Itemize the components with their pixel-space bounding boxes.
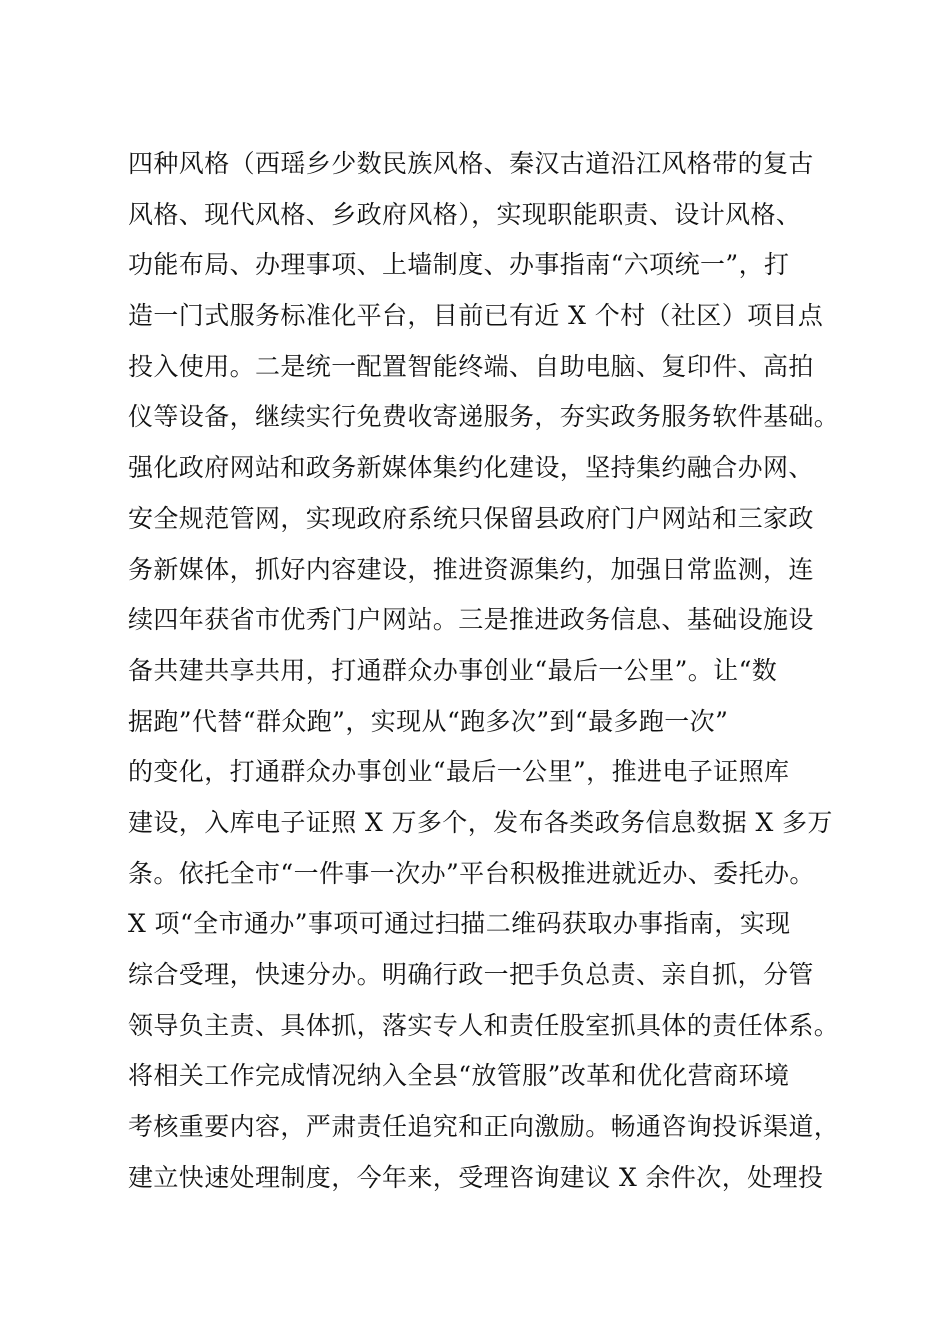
text-line-3: 功能布局、办理事项、上墙制度、办事指南“六项统一”，打	[128, 250, 790, 280]
text-line-17: 综合受理，快速分办。明确行政一把手负总责、亲自抓，分管	[128, 960, 814, 989]
text-line-16: X 项“全市通办”事项可通过扫描二维码获取办事指南，实现	[128, 909, 791, 939]
text-line-7: 强化政府网站和政务新媒体集约化建设，坚持集约融合办网、	[128, 453, 814, 483]
text-line-15: 条。依托全市“一件事一次办”平台积极推进就近办、委托办。	[128, 858, 815, 888]
text-line-1: 四种风格（西瑶乡少数民族风格、秦汉古道沿江风格带的复古	[128, 149, 814, 178]
text-line-4: 造一门式服务标准化平台，目前已有近 X 个村（社区）项目点	[128, 301, 824, 331]
text-line-8: 安全规范管网，实现政府系统只保留县政府门户网站和三家政	[128, 503, 814, 533]
text-line-5: 投入使用。二是统一配置智能终端、自助电脑、复印件、高拍	[128, 351, 814, 381]
text-line-13: 的变化，打通群众办事创业“最后一公里”，推进电子证照库	[128, 757, 790, 787]
body-paragraph	[128, 139, 848, 1203]
text-line-19: 将相关工作完成情况纳入全县“放管服”改革和优化营商环境	[128, 1061, 790, 1091]
text-line-18: 领导负主责、具体抓，落实专人和责任股室抓具体的责任体系。	[128, 1010, 840, 1040]
text-line-12: 据跑”代替“群众跑”，实现从“跑多次”到“最多跑一次”	[128, 706, 729, 736]
text-line-20: 考核重要内容，严肃责任追究和正向激励。畅通咨询投诉渠道，	[128, 1112, 840, 1142]
text-line-11: 备共建共享共用，打通群众办事创业“最后一公里”。让“数	[128, 655, 778, 685]
text-line-10: 续四年获省市优秀门户网站。三是推进政务信息、基础设施设	[128, 605, 814, 635]
text-line-6: 仪等设备，继续实行免费收寄递服务，夯实政务服务软件基础。	[128, 402, 840, 432]
text-line-9: 务新媒体，抓好内容建设，推进资源集约，加强日常监测，连	[128, 554, 814, 584]
text-line-21: 建立快速处理制度，今年来，受理咨询建议 X 余件次，处理投	[128, 1162, 824, 1192]
text-line-14: 建设，入库电子证照 X 万多个，发布各类政务信息数据 X 多万	[128, 807, 833, 837]
text-line-2: 风格、现代风格、乡政府风格），实现职能职责、设计风格、	[128, 199, 802, 229]
